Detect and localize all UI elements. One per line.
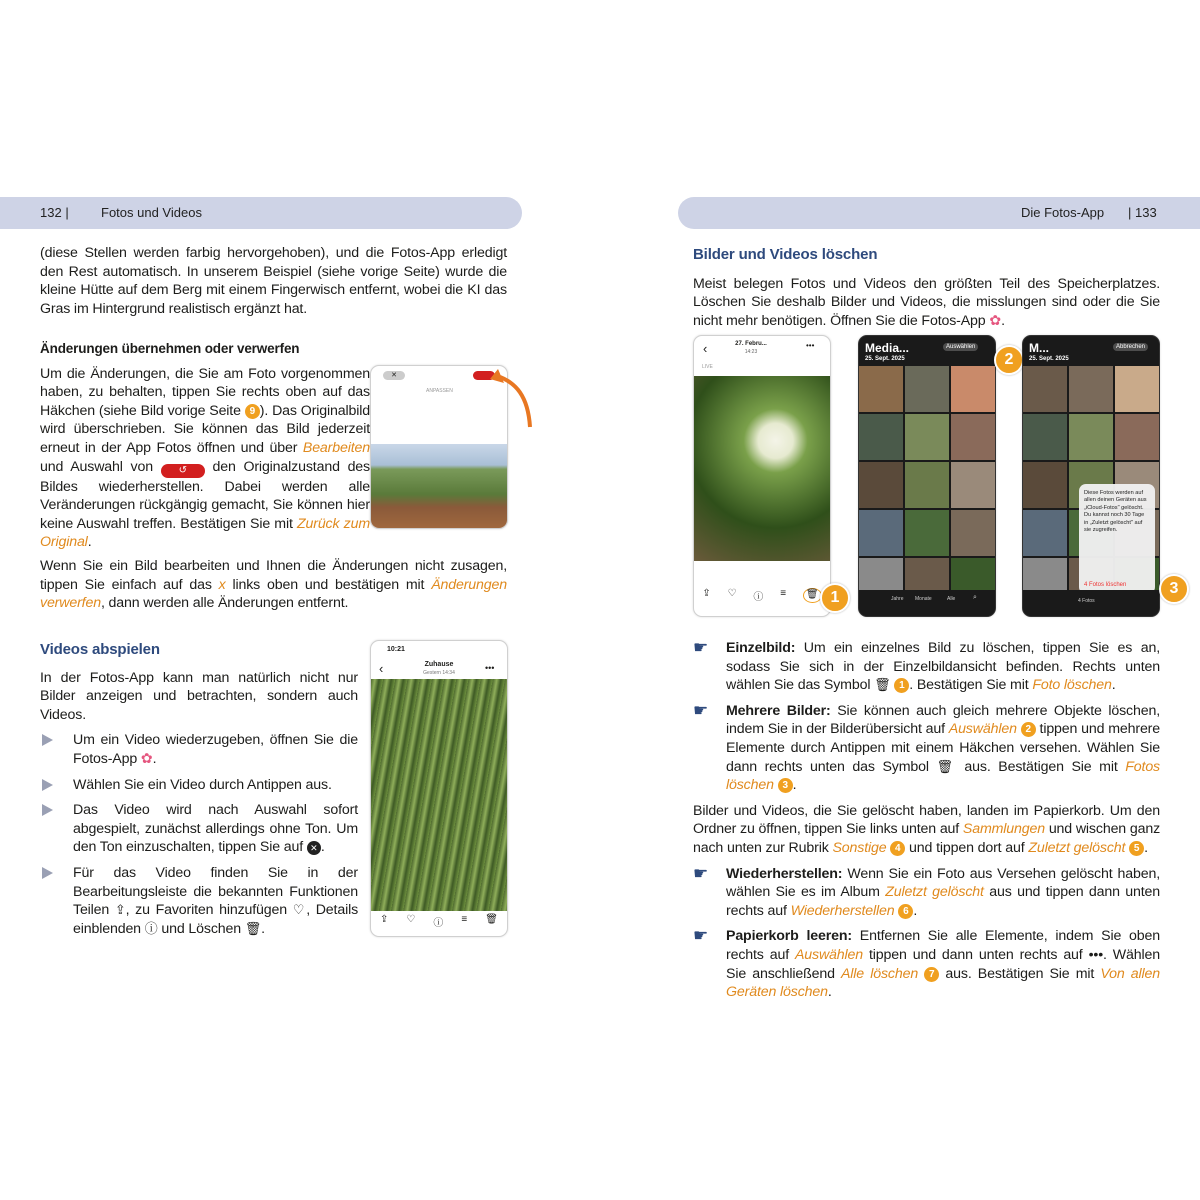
album-date: Gestern 14:34 bbox=[423, 670, 455, 676]
delete-all-link[interactable]: Alle löschen bbox=[840, 965, 919, 982]
discard-paragraph: Wenn Sie ein Bild bearbeiten und Ihnen die Änderungen nicht zusagen, tippen Sie einfach auf das x links oben und bestätigen mit Änderungen verwerfen, dann werden alle Änderungen entfernt. bbox=[40, 558, 508, 612]
calla-photo bbox=[694, 376, 830, 561]
tab-months[interactable]: Monate bbox=[915, 596, 932, 602]
changes-paragraph: Um die Änderungen, die Sie am Foto vorgenommen haben, zu behalten, tippen Sie rechts oben auf das Häkchen (siehe Bild vorige Seite 9 ). Das Originalbild wird überschrieben. Sie können das Bild jederzeit erneut in der App Fotos öffnen und über Bearbeiten und Auswahl von ↺ den Originalzustand des Bildes wiederherstellen. Dabei werden alle Veränderungen rückgängig gemacht, Sie können hier keine Auswahl treffen. Bestätigen Sie mit Zurück zum Original. bbox=[40, 365, 371, 551]
video-toolbar bbox=[371, 914, 507, 929]
share-icon[interactable]: ⇪ bbox=[380, 914, 389, 925]
video-section bbox=[40, 641, 358, 945]
discard-changes-link[interactable]: Änderungen verwerfen bbox=[40, 576, 508, 612]
changes-section bbox=[40, 340, 370, 552]
library-screenshot bbox=[858, 335, 996, 617]
delete-photo-link[interactable]: Foto löschen bbox=[1032, 677, 1112, 694]
recently-deleted-link[interactable]: Zuletzt gelöscht bbox=[885, 884, 984, 901]
photo-date: 27. Febru... bbox=[735, 341, 767, 347]
library-title: Media... bbox=[865, 341, 910, 355]
select-link[interactable]: Auswählen bbox=[948, 721, 1017, 738]
select-button[interactable]: Auswählen bbox=[943, 343, 978, 351]
album-title: Zuhause bbox=[424, 661, 454, 668]
left-chapter-title: Fotos und Videos bbox=[101, 205, 202, 220]
back-icon[interactable]: ‹ bbox=[703, 341, 708, 356]
intro-paragraph: (diese Stellen werden farbig hervorgehoben), und die Fotos-App erledigt den Rest automatisch. In unserem Beispiel (siehe vorige Seite) wurde die kleine Hütte auf dem Berg mit einem Fingerwisch entfernt, wobei die KI das Gras im Hintergrund realistisch ergänzt hat. bbox=[40, 245, 507, 317]
delete-from-all-devices-link[interactable]: Von allen Geräten löschen bbox=[726, 965, 1160, 1001]
photos-app-icon: ✿ bbox=[140, 750, 153, 767]
search-icon[interactable]: ⌕ bbox=[973, 594, 977, 601]
left-intro-block bbox=[40, 244, 507, 318]
select-link[interactable]: Auswählen bbox=[794, 946, 864, 963]
delete-intro: Meist belegen Fotos und Videos den größten Teil des Speicherplatzes. Löschen Sie deshalb Bilder und Videos, die misslungen sind oder die Sie nicht mehr benötigen. Öffnen Sie die Fotos-App ✿. bbox=[693, 275, 1160, 329]
adjust-label: ANPASSEN bbox=[426, 388, 453, 394]
delete-instructions bbox=[693, 639, 1160, 1009]
library-date: 25. Sept. 2025 bbox=[865, 356, 905, 362]
adjust-icon[interactable]: ≡ bbox=[780, 588, 787, 599]
restore-bullet: ☛ Wiederherstellen: Wenn Sie ein Foto aus Versehen gelöscht haben, wählen Sie es im Album Zuletzt gelöscht aus und tippen dann unten rechts auf Wiederherstellen 6 . bbox=[693, 863, 1161, 919]
trash-icon: 🗑 bbox=[874, 677, 891, 693]
info-icon[interactable]: ⓘ bbox=[433, 918, 444, 929]
callout-2: 2 bbox=[994, 345, 1024, 375]
restore-link[interactable]: Wiederherstellen bbox=[790, 902, 895, 919]
live-badge: LIVE bbox=[702, 364, 713, 370]
photos-app-icon: ✿ bbox=[989, 312, 1002, 329]
right-chapter-title: Die Fotos-App bbox=[1021, 205, 1105, 220]
callout-1: 1 bbox=[820, 583, 850, 613]
video-heading: Videos abspielen bbox=[40, 641, 160, 658]
empty-trash-bullet: ☛ Papierkorb leeren: Entfernen Sie alle Elemente, indem Sie oben rechts auf Auswählen tippen und dann unten rechts auf •••. Wählen Sie anschließend Alle löschen 7 aus. Bestätigen Sie mit Von allen Geräten löschen. bbox=[693, 926, 1161, 1001]
delete-section bbox=[693, 246, 1160, 330]
right-page-number: | 133 bbox=[1128, 205, 1157, 220]
heart-icon[interactable]: ♡ bbox=[727, 588, 737, 599]
info-icon: ⓘ bbox=[144, 920, 158, 936]
video-frame bbox=[371, 679, 507, 911]
left-page-number: 132 | bbox=[40, 205, 69, 220]
photo-toolbar bbox=[694, 588, 830, 603]
video-bullet-2: Wählen Sie ein Video durch Antippen aus. bbox=[40, 776, 358, 795]
delete-heading: Bilder und Videos löschen bbox=[693, 246, 878, 263]
library-title: M... bbox=[1029, 341, 1049, 355]
trash-icon: 🗑 bbox=[936, 758, 957, 774]
collections-link[interactable]: Sammlungen bbox=[962, 821, 1046, 838]
adjust-icon[interactable]: ≡ bbox=[461, 914, 468, 925]
other-link[interactable]: Sonstige bbox=[832, 839, 887, 856]
tab-years[interactable]: Jahre bbox=[891, 596, 904, 602]
recently-deleted-link[interactable]: Zuletzt gelöscht bbox=[1028, 839, 1126, 856]
single-image-bullet: ☛ Einzelbild: Um ein einzelnes Bild zu löschen, tippen Sie es an, sodass Sie sich in der Einzelbildansicht befinden. Rechts unten wählen Sie das Symbol 🗑 1 . Bestätigen Sie mit Foto löschen. bbox=[693, 638, 1160, 694]
revert-to-original-link[interactable]: Zurück zum Original bbox=[40, 515, 371, 551]
edit-link[interactable]: Bearbeiten bbox=[302, 439, 370, 456]
discard-section bbox=[40, 557, 507, 613]
heart-icon[interactable]: ♡ bbox=[406, 914, 416, 925]
selection-count: 4 Fotos bbox=[1078, 598, 1095, 604]
single-image-screenshot bbox=[693, 335, 831, 617]
close-icon[interactable]: ✕ bbox=[383, 371, 405, 380]
cancel-button[interactable]: Abbrechen bbox=[1113, 343, 1148, 351]
mute-icon: ✕ bbox=[307, 841, 321, 855]
video-bullet-4: Für das Video finden Sie in der Bearbeitungsleiste die bekannten Funktionen Teilen ⇪, zu Favoriten hinzufügen ♡, Details einblenden ⓘ und Löschen 🗑. bbox=[40, 864, 358, 938]
share-icon: ⇪ bbox=[114, 902, 126, 918]
landscape-photo bbox=[371, 444, 507, 528]
trash-paragraph: Bilder und Videos, die Sie gelöscht haben, landen im Papierkorb. Um den Ordner zu öffnen, tippen Sie links unten auf Sammlungen und wischen ganz nach unten zur Rubrik Sonstige 4 und tippen dort auf Zuletzt gelöscht 5 . bbox=[693, 802, 1161, 856]
photo-time: 14:23 bbox=[744, 349, 758, 355]
left-header-band bbox=[0, 197, 522, 229]
library-date: 25. Sept. 2025 bbox=[1029, 356, 1069, 362]
pointing-hand-icon: ☛ bbox=[693, 863, 709, 883]
callout-badge: 9 bbox=[245, 404, 260, 419]
orange-arrow bbox=[480, 365, 540, 435]
revert-icon: ↺ bbox=[161, 464, 205, 478]
multi-image-bullet: ☛ Mehrere Bilder: Sie können auch gleich mehrere Objekte löschen, indem Sie in der Bilderübersicht auf Auswählen 2 tippen und mehrere Elemente durch Antippen mit einem Häkchen versehen. Wählen Sie dann rechts unten das Symbol 🗑 aus. Bestätigen Sie mit Fotos löschen 3 . bbox=[693, 700, 1160, 794]
delete-photos-link[interactable]: Fotos löschen bbox=[726, 758, 1160, 794]
pointing-hand-icon: ☛ bbox=[693, 638, 709, 657]
close-x-ref: x bbox=[218, 576, 226, 593]
more-icon: ••• bbox=[1088, 946, 1104, 963]
info-icon[interactable]: ⓘ bbox=[753, 592, 764, 603]
heart-icon: ♡ bbox=[292, 902, 307, 918]
more-icon[interactable]: ••• bbox=[806, 341, 815, 350]
photo-grid bbox=[859, 366, 995, 604]
video-intro: In der Fotos-App kann man natürlich nicht nur Bilder anzeigen und betrachten, sondern auch Videos. bbox=[40, 669, 358, 723]
changes-subheading: Änderungen übernehmen oder verwerfen bbox=[40, 341, 300, 356]
pointing-hand-icon: ☛ bbox=[693, 700, 709, 720]
trash-icon[interactable]: 🗑 bbox=[803, 588, 822, 603]
back-icon[interactable]: ‹ bbox=[379, 661, 384, 676]
more-icon[interactable]: ••• bbox=[485, 663, 495, 673]
delete-popup bbox=[1079, 484, 1155, 594]
callout-3: 3 bbox=[1159, 574, 1189, 604]
delete-confirm-screenshot bbox=[1022, 335, 1160, 617]
trash-icon: 🗑 bbox=[244, 920, 262, 936]
right-header-band bbox=[678, 197, 1200, 229]
delete-photos-button[interactable]: 4 Fotos löschen bbox=[1084, 582, 1127, 588]
video-bullet-3: Das Video wird nach Auswahl sofort abgespielt, zunächst allerdings ohne Ton. Um den Ton einzuschalten, tippen Sie auf ✕ . bbox=[40, 801, 358, 857]
status-time: 10:21 bbox=[387, 646, 405, 653]
video-screenshot bbox=[370, 640, 508, 937]
tab-all[interactable]: Alle bbox=[947, 596, 956, 602]
share-icon[interactable]: ⇪ bbox=[702, 588, 711, 599]
delete-popup-text: Diese Fotos werden auf allen deinen Geräten aus „iCloud-Fotos" gelöscht. Du kannst noch 30 Tage in „Zuletzt gelöscht" auf sie zugreifen. bbox=[1084, 490, 1147, 534]
pointing-hand-icon: ☛ bbox=[693, 926, 709, 946]
video-bullet-1: Um ein Video wiederzugeben, öffnen Sie die Fotos-App ✿. bbox=[40, 731, 358, 768]
trash-icon[interactable]: 🗑 bbox=[485, 914, 498, 925]
